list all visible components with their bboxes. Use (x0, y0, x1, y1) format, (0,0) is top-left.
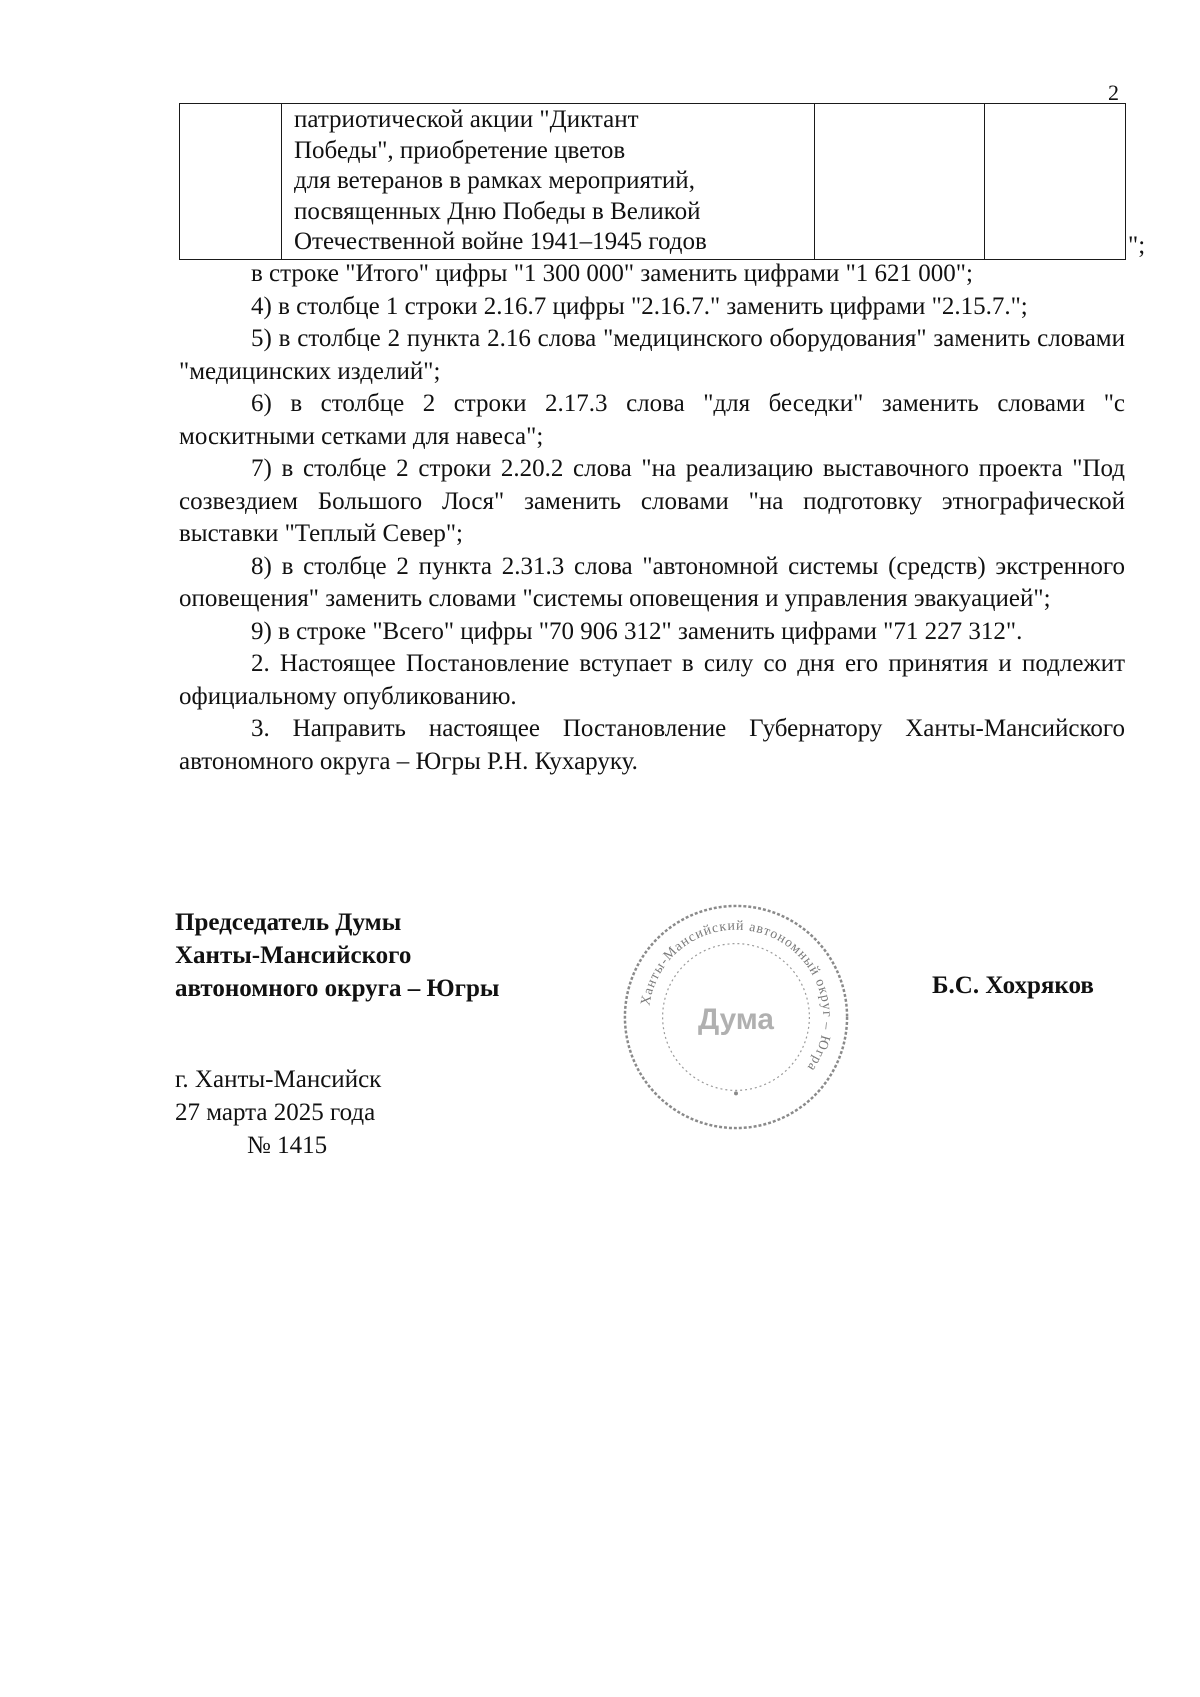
signer-title-line: Ханты-Мансийского (175, 942, 412, 969)
amendment-paragraph: 9) в строке "Всего" цифры "70 906 312" заменить цифрами "71 227 312". (251, 617, 1023, 645)
amendment-paragraph: 5) в столбце 2 пункта 2.16 слова "медицинского оборудования" заменить словами "медицинских изделий"; (179, 325, 1125, 385)
amendments-text (179, 258, 1125, 778)
issue-info (175, 1063, 381, 1162)
table-cell-empty (815, 104, 985, 260)
amendment-paragraph: 4) в столбце 1 строки 2.16.7 цифры "2.16.7." заменить цифрами "2.15.7."; (251, 292, 1028, 320)
issue-date: 27 марта 2025 года (175, 1099, 376, 1126)
resolution-paragraph: 3. Направить настоящее Постановление Губернатору Ханты-Мансийского автономного округа – Югры Р.Н. Кухаруку. (179, 715, 1125, 775)
page-number: 2 (1108, 80, 1119, 105)
table-closing-mark: "; (1128, 232, 1146, 259)
stamp-center-text: Дума (698, 1002, 774, 1036)
amendment-paragraph: 6) в столбце 2 строки 2.17.3 слова "для беседки" заменить словами "с москитными сетками для навеса"; (179, 390, 1125, 450)
table-row (180, 104, 1126, 260)
signer-title (175, 906, 499, 1005)
amendment-paragraph: в строке "Итого" цифры "1 300 000" заменить цифрами "1 621 000"; (251, 260, 973, 287)
table-cell-description (282, 104, 815, 260)
table-cell-line: Победы", приобретение цветов (294, 136, 626, 164)
table-cell-line: Отечественной войне 1941–1945 годов (294, 228, 707, 255)
official-stamp (617, 898, 855, 1136)
resolution-paragraph: 2. Настоящее Постановление вступает в силу со дня его принятия и подлежит официальному опубликованию. (179, 650, 1125, 710)
issue-city: г. Ханты-Мансийск (175, 1066, 382, 1093)
issue-number: № 1415 (247, 1132, 328, 1159)
table-cell-empty (985, 104, 1126, 260)
table-cell-line: патриотической акции "Диктант (294, 106, 639, 133)
table-cell-line: для ветеранов в рамках мероприятий, (294, 167, 695, 194)
signer-name: Б.С. Хохряков (932, 972, 1094, 999)
amendment-paragraph: 8) в столбце 2 пункта 2.31.3 слова "автономной системы (средств) экстренного оповещения" заменить словами "системы оповещения и управления эвакуацией"; (179, 552, 1125, 612)
svg-text:Ханты-Мансийский автономный ок (638, 919, 834, 1075)
budget-table-fragment (179, 103, 1126, 260)
table-cell-number (180, 104, 282, 260)
signer-title-line: автономного округа – Югры (175, 975, 500, 1002)
amendment-paragraph: 7) в столбце 2 строки 2.20.2 слова "на реализацию выставочного проекта "Под созвездием Большого Лося" заменить словами "на подготовку этнографической выставки "Теплый Север"; (179, 455, 1125, 547)
stamp-ring-text: Ханты-Мансийский автономный округ – Югра (638, 918, 835, 1075)
signer-title-line: Председатель Думы (175, 909, 402, 936)
table-cell-line: посвященных Дню Победы в Великой (294, 197, 701, 225)
